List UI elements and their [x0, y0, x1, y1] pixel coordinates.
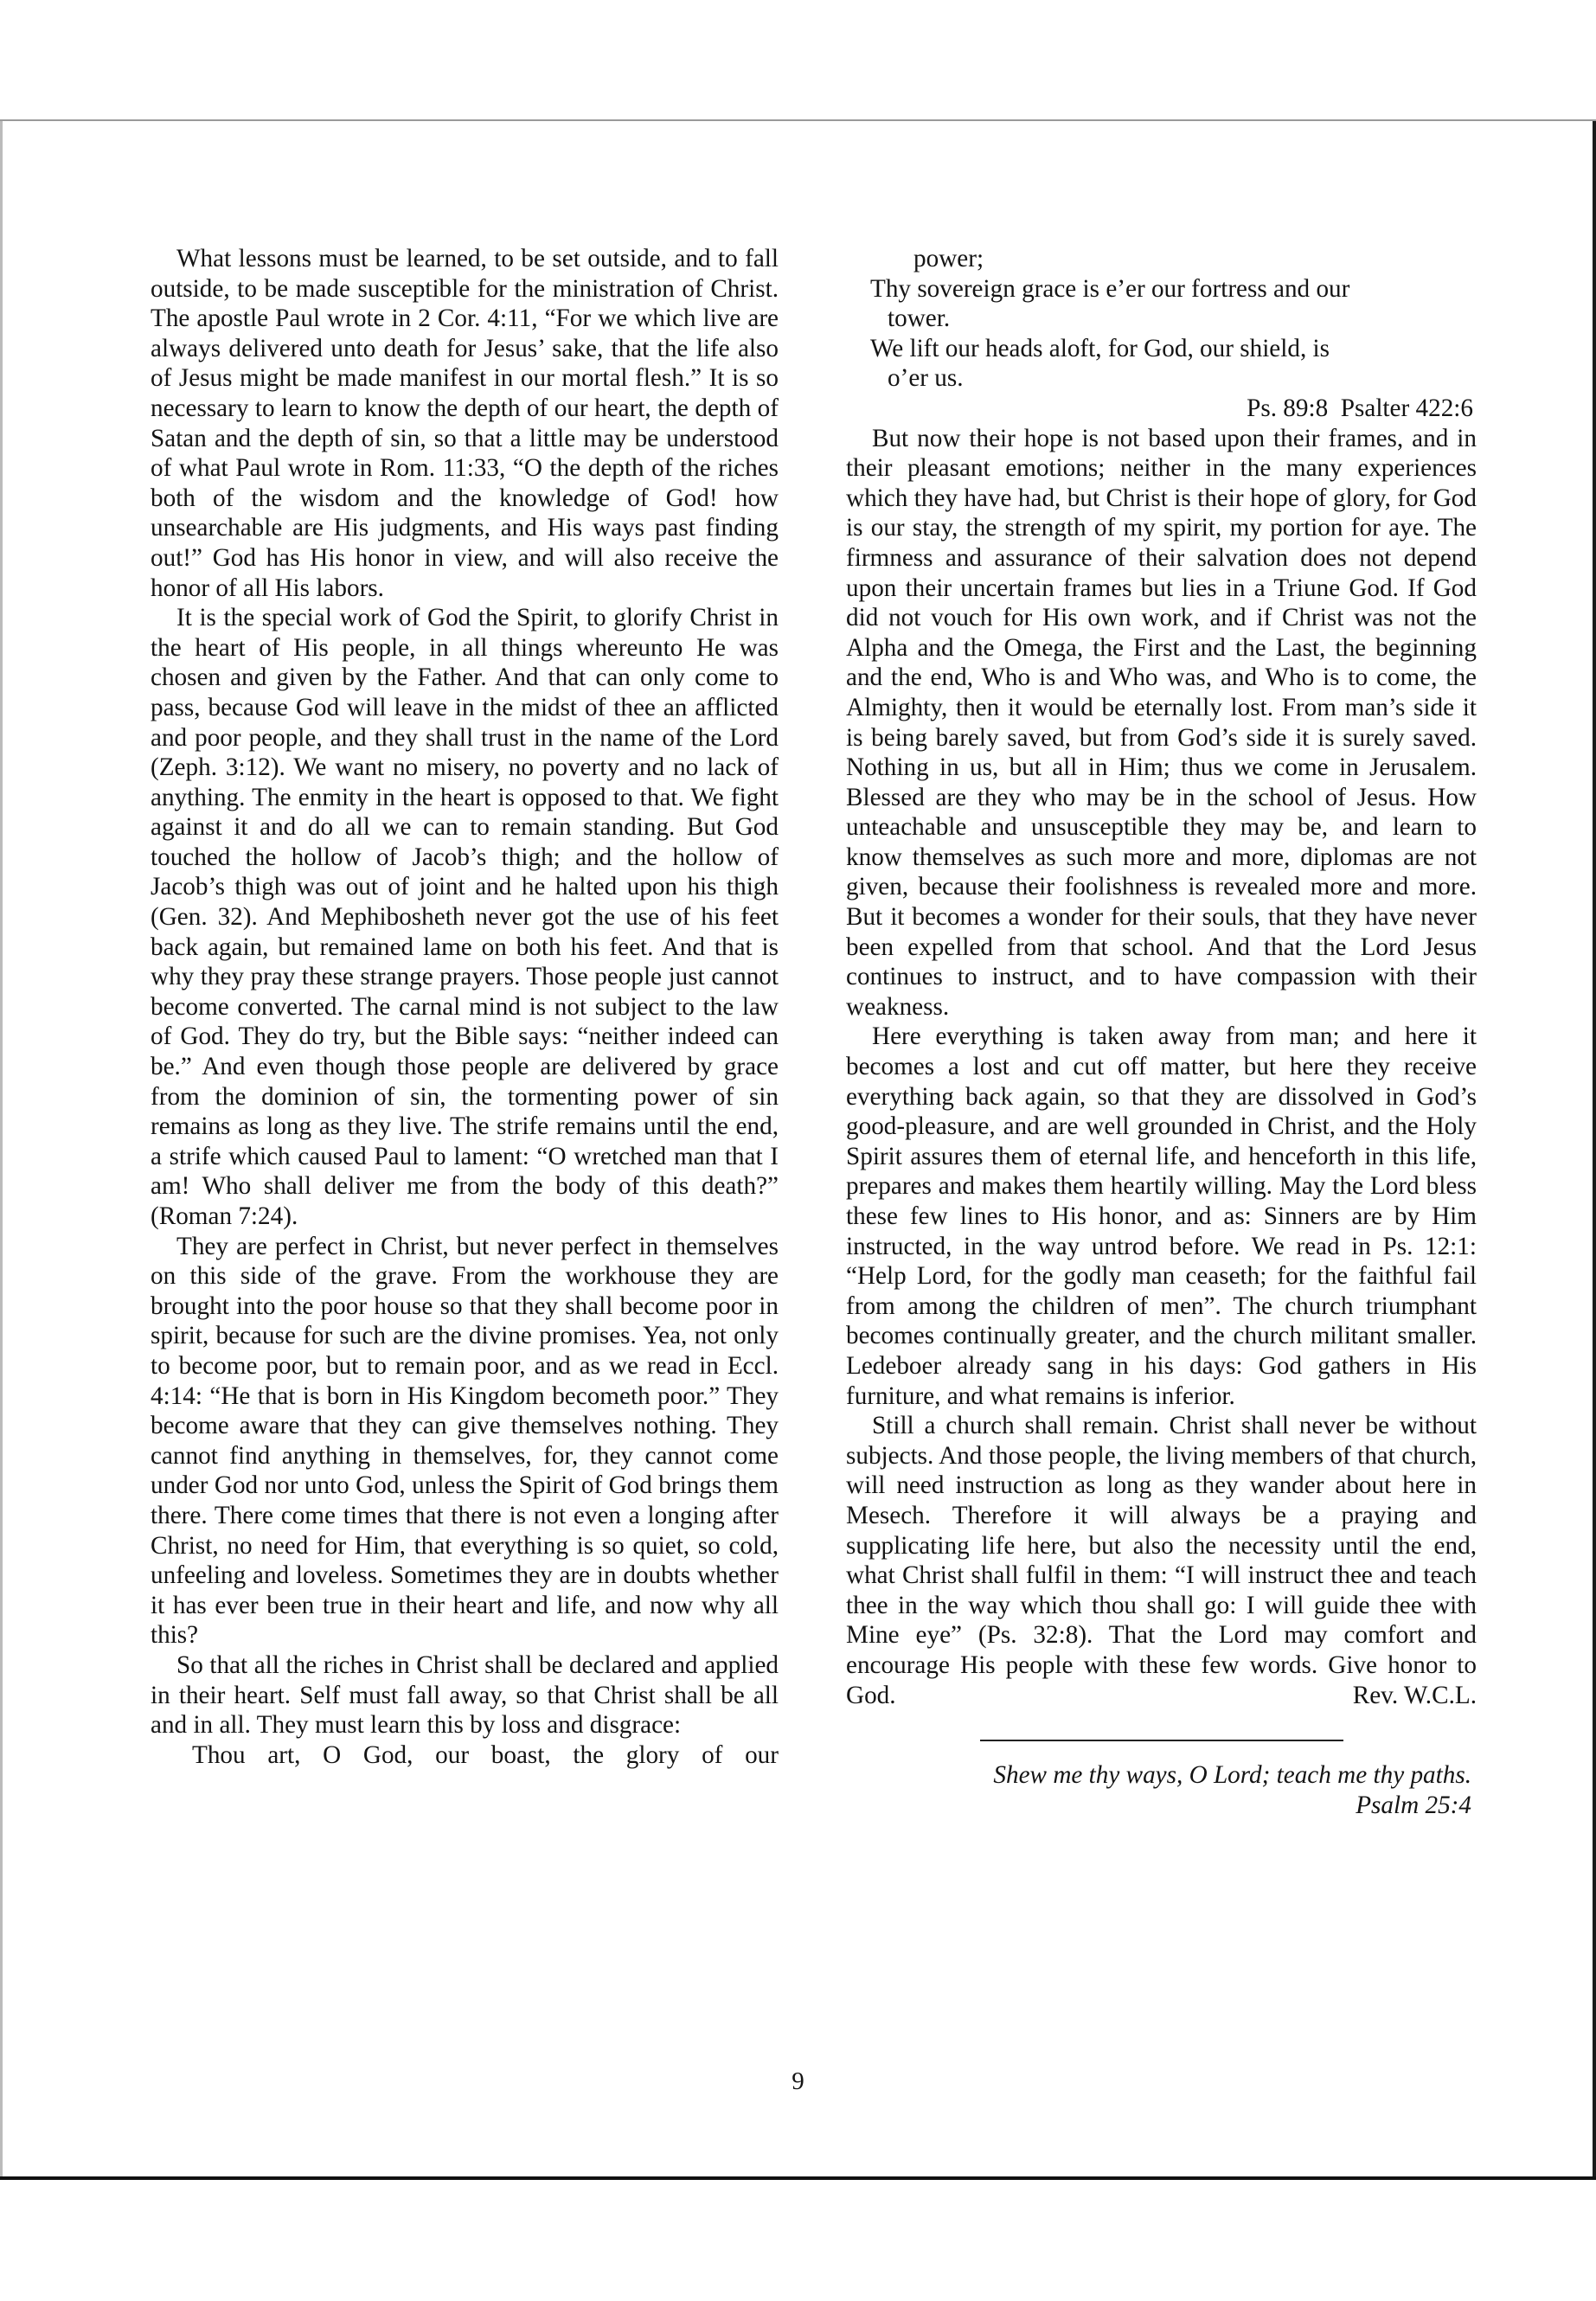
verse-text: We lift our heads aloft, for God, our shield, is [870, 334, 1330, 362]
verse-line [846, 274, 1477, 334]
divider-rule [980, 1740, 1343, 1741]
motto: Shew me thy ways, O Lord; teach me thy paths. [993, 1761, 1471, 1790]
right-column [846, 244, 1477, 1820]
paragraph: What lessons must be learned, to be set outside, and to fall outside, to be made susceptible for the ministration of Christ. The apostle Paul wrote in 2 Cor. 4:11, “For we which live are always delivered unto death for Jesus’ sake, that the life also of Jesus might be made manifest in our mortal flesh.” It is so necessary to learn to know the depth of our heart, the depth of Satan and the depth of sin, so that a little may be understood of what Paul wrote in Rom. 11:33, “O the depth of the riches both of the wisdom and the knowledge of God! how unsearchable are His judgments, and His ways past finding out!” God has His honor in view, and will also receive the honor of all His labors. [151, 245, 779, 602]
verse-line: power; [913, 245, 984, 272]
paragraph-text: Still a church shall remain. Christ shall never be without subjects. And those people, the living members of that church, will need instruction as long as they wander about here in Mesech. Therefore it will always be a praying and supplicating life here, but also the necessity until the end, what Christ shall fulfil in them: “I will instruct thee and teach thee in the way which thou shall go: I will guide thee with Mine eye” (Ps. 32:8). That the Lord may comfort and encourage His people with these few words. Give honor to God. [846, 1412, 1477, 1709]
paragraph: But now their hope is not based upon their frames, and in their pleasant emotions; neither in the many experiences which they have had, but Christ is their hope of glory, for God is our stay, the strength of my spirit, my portion for aye. The firmness and assurance of their salvation does not depend upon their uncertain frames but lies in a Triune God. If God did not vouch for His own work, and if Christ was not the Alpha and the Omega, the First and the Last, the beginning and the end, Who is and Who was, and Who is to come, the Almighty, then it would be eternally lost. From man’s side it is being barely saved, but from God’s side it is surely saved. Nothing in us, but all in Him; thus we come in Jerusalem. Blessed are they who may be in the school of Jesus. How unteachable and unsusceptible they may be, and learn to know themselves as such more and more, diplomas are not given, because their foolishness is revealed more and more. But it becomes a wonder for their souls, that they have never been expelled from that school. And that the Lord Jesus continues to instruct, and to have compassion with their weakness. [846, 424, 1477, 1021]
verse-citation: Ps. 89:8 Psalter 422:6 [1247, 394, 1473, 422]
verse-text: o’er us. [888, 364, 964, 393]
paragraph [846, 1411, 1477, 1710]
verse-line [846, 334, 1477, 394]
verse-text: Thy sovereign grace is e’er our fortress and our [870, 274, 1350, 303]
page-number: 9 [792, 2067, 804, 2095]
verse-line: Thou art, O God, our boast, the glory of our [192, 1740, 779, 1769]
signature: Rev. W.C.L. [1352, 1681, 1477, 1709]
paragraph: It is the special work of God the Spirit, to glorify Christ in the heart of His people, in all things whereunto He was chosen and given by the Father. And that can only come to pass, because God will leave in the midst of thee an afflicted and poor people, and they shall trust in the name of the Lord (Zeph. 3:12). We want no misery, no poverty and no lack of anything. The enmity in the heart is opposed to that. We fight against it and do all we can to remain standing. But God touched the hollow of Jacob’s thigh; and the hollow of Jacob’s thigh was out of joint and he halted upon his thigh (Gen. 32). And Mephibosheth never got the use of his feet back again, but remained lame on both his feet. And that is why they pray these strange prayers. Those people just cannot become converted. The carnal mind is not subject to the law of God. They do try, but the Bible says: “neither indeed can be.” And even though those people are delivered by grace from the dominion of sin, the tormenting power of sin remains as long as they live. The strife remains until the end, a strife which caused Paul to lament: “O wretched man that I am! Who shall deliver me from the body of this death?” (Roman 7:24). [151, 604, 779, 1230]
paragraph: So that all the riches in Christ shall be declared and applied in their heart. Self must fall away, so that Christ shall be all and in all. They must learn this by loss and disgrace: [151, 1650, 779, 1740]
paragraph: Here everything is taken away from man; and here it becomes a lost and cut off matter, but here they receive everything back again, so that they are dissolved in God’s good-pleasure, and are well grounded in Christ, and the Holy Spirit assures them of eternal life, and henceforth in this life, prepares and makes them heartily willing. May the Lord bless these few lines to His honor, and as: Sinners are by Him instructed, in the way untrod before. We read in Ps. 12:1: “Help Lord, for the godly man ceaseth; for the faithful fail from among the children of men”. The church triumphant becomes continually greater, and the church militant smaller. Ledeboer already sang in his days: God gathers in His furniture, and what remains is inferior. [846, 1022, 1477, 1410]
motto-reference: Psalm 25:4 [1356, 1791, 1471, 1819]
left-column [151, 244, 779, 1770]
verse-text: tower. [888, 304, 951, 333]
paragraph: They are perfect in Christ, but never perfect in themselves on this side of the grave. From the workhouse they are brought into the poor house so that they shall become poor in spirit, because for such are the divine promises. Yea, not only to become poor, but to remain poor, and as we read in Eccl. 4:14: “He that is born in His Kingdom becometh poor.” They become aware that they can give themselves nothing. They cannot find anything in themselves, for, they cannot come under God nor unto God, unless the Spirit of God brings them there. There come times that there is not even a longing after Christ, no need for Him, that everything is so quiet, so cold, unfeeling and loveless. Sometimes they are in doubts whether it has ever been true in their heart and life, and now why all this? [151, 1232, 779, 1650]
